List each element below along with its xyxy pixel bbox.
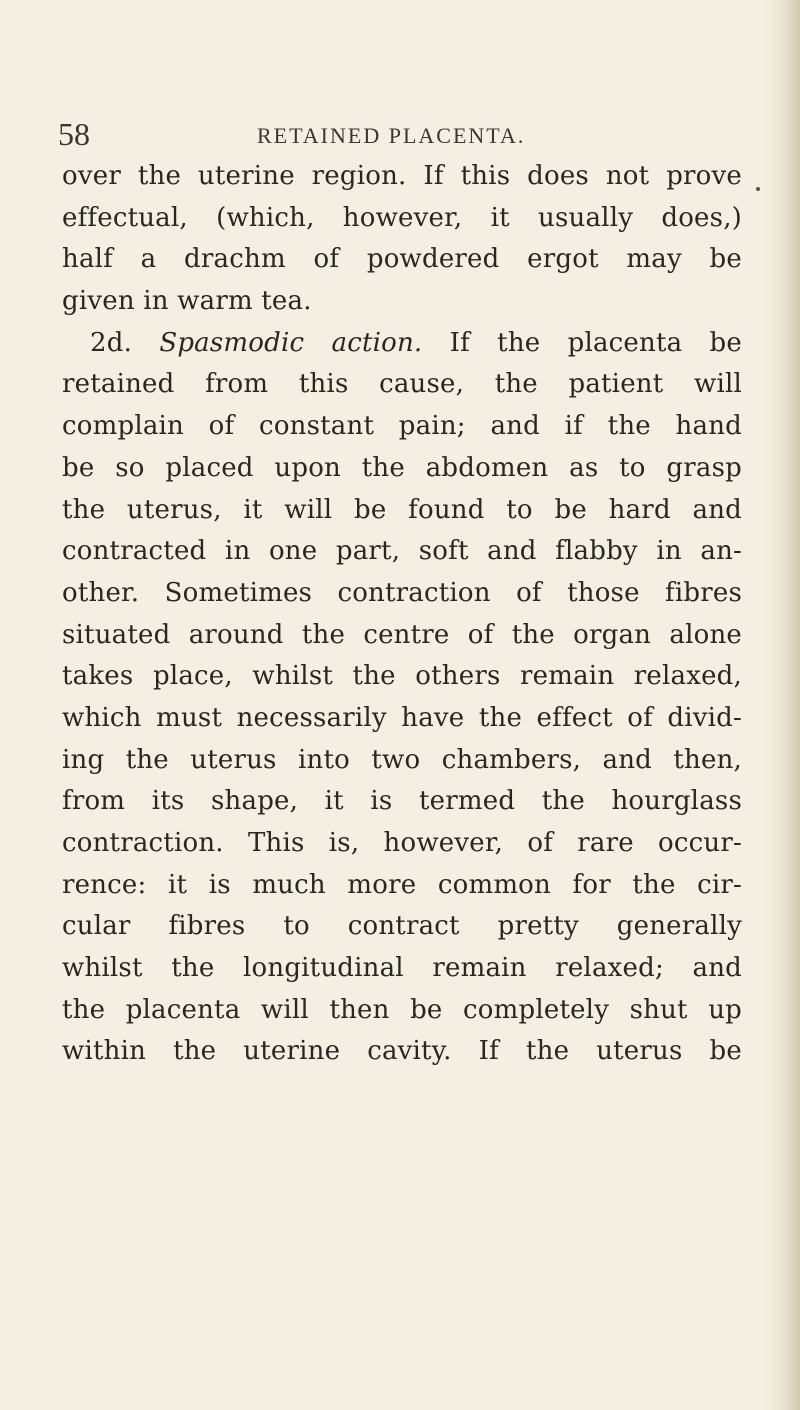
text-line-section-start	[62, 323, 742, 365]
text-line: takes place, whilst the others remain relaxed,	[62, 661, 742, 692]
text-line: situated around the centre of the organ alone	[62, 619, 742, 650]
text-line: rence: it is much more common for the cir-	[62, 869, 742, 900]
text-line: cular fibres to contract pretty generally	[62, 911, 742, 942]
section-title: Spasmodic action.	[159, 327, 423, 358]
text-line: the placenta will then be completely shut up	[62, 994, 742, 1025]
page-number: 58	[58, 116, 90, 152]
running-head: RETAINED PLACENTA.	[257, 123, 526, 148]
section-number: 2d.	[90, 327, 133, 358]
page-edge-shadow	[766, 0, 800, 1410]
body-text	[62, 156, 742, 1073]
text-line: given in warm tea.	[62, 286, 312, 317]
text-line: which must necessarily have the effect of divid-	[62, 702, 742, 733]
text-line: contracted in one part, soft and flabby in an-	[62, 536, 742, 567]
text-line: be so placed upon the abdomen as to grasp	[62, 452, 742, 483]
text-line: retained from this cause, the patient will	[62, 369, 742, 400]
text-line: other. Sometimes contraction of those fibres	[62, 577, 742, 608]
text-line: over the uterine region. If this does not prove	[62, 161, 742, 191]
text-line: contraction. This is, however, of rare occur-	[62, 828, 742, 858]
text-line: complain of constant pain; and if the hand	[62, 411, 742, 442]
text-line: half a drachm of powdered ergot may be	[62, 244, 742, 275]
section-lead-text: If the placenta be	[449, 327, 742, 358]
text-line: effectual, (which, however, it usually does,)	[62, 202, 742, 233]
text-line: within the uterine cavity. If the uterus be	[62, 1036, 742, 1067]
text-line: whilst the longitudinal remain relaxed; and	[62, 953, 742, 984]
text-line: from its shape, it is termed the hourglass	[62, 786, 742, 817]
text-line: ing the uterus into two chambers, and then,	[62, 744, 742, 775]
text-line: the uterus, it will be found to be hard and	[62, 494, 742, 525]
page-header	[0, 114, 800, 154]
margin-mark	[756, 187, 760, 191]
